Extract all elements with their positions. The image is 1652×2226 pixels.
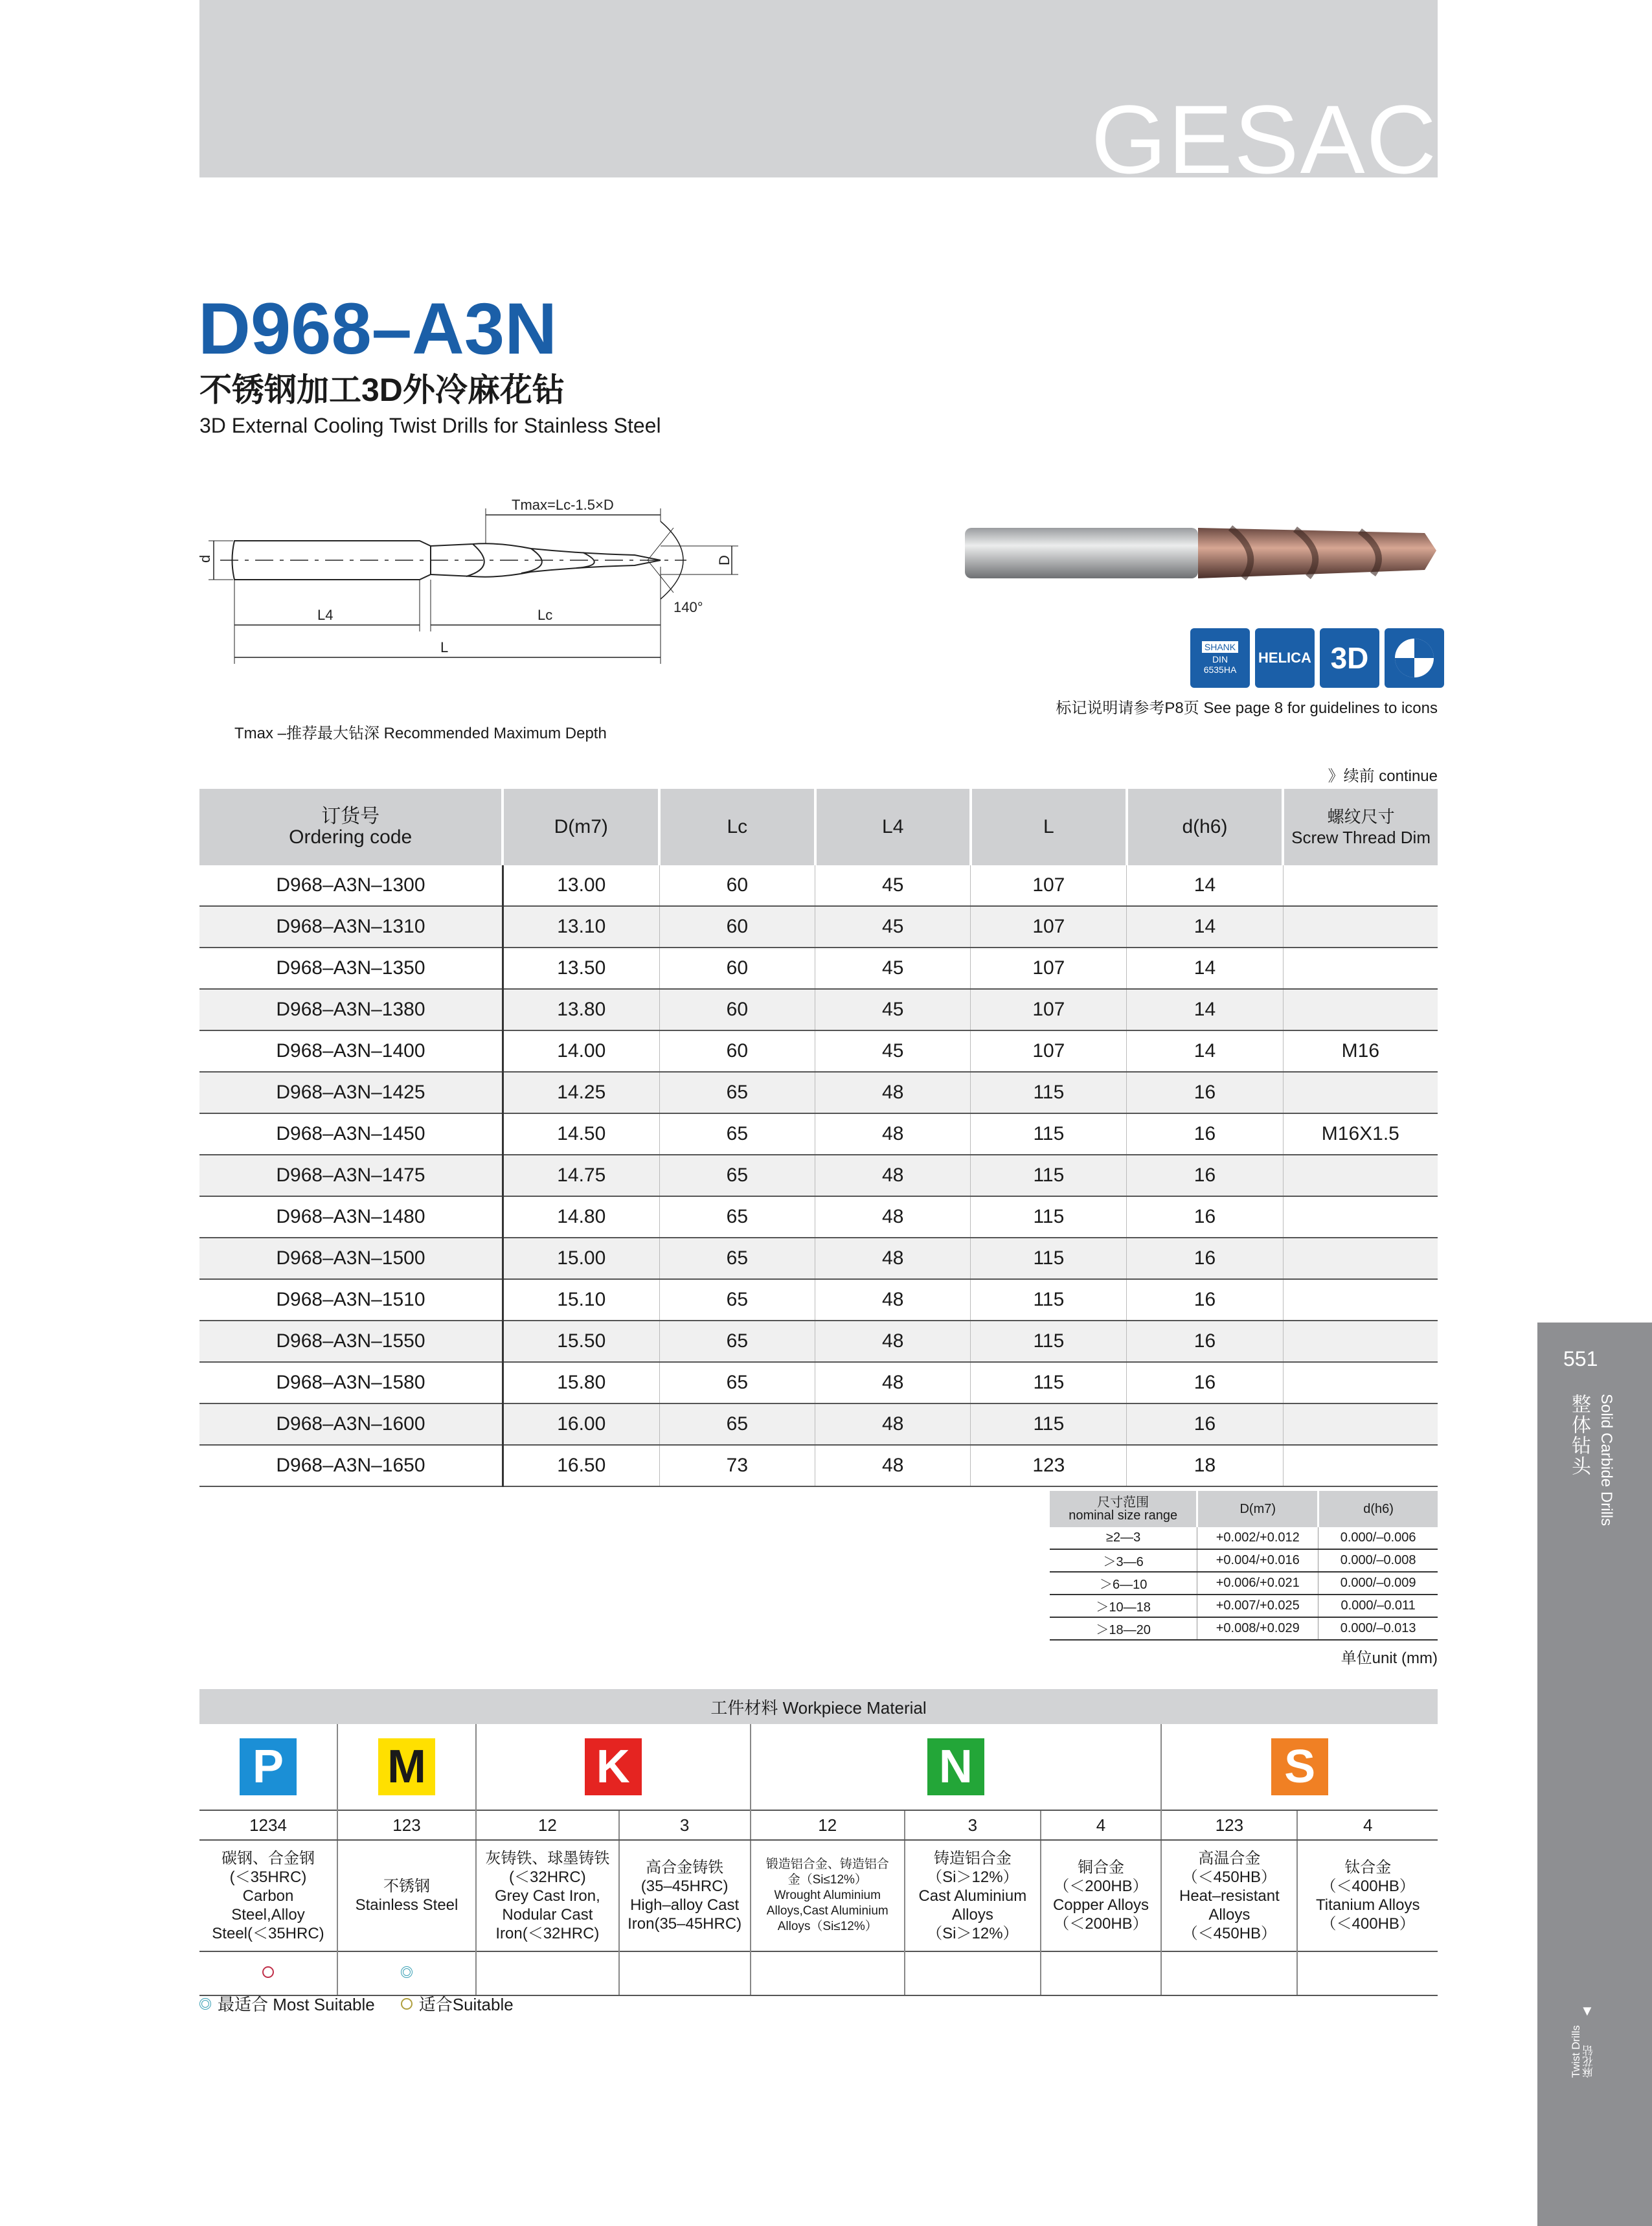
description-line: （Si＞12%）	[927, 1868, 1019, 1886]
cell-D: 14.80	[503, 1196, 659, 1238]
grade-cell: 1234	[199, 1810, 337, 1840]
cell-d: 16	[1127, 1279, 1283, 1321]
shank-din-icon: SHANK DIN 6535HA	[1190, 628, 1250, 688]
header-d: d(h6)	[1127, 789, 1283, 865]
cell-L4: 45	[815, 865, 971, 906]
description-line: Wrought Aluminium	[774, 1889, 881, 1902]
table-row	[199, 989, 1438, 1030]
cell-code: D968–A3N–1500	[199, 1238, 503, 1279]
cell-code: D968–A3N–1400	[199, 1030, 503, 1072]
cell-D: 14.25	[503, 1072, 659, 1113]
drill-dimension-diagram	[194, 495, 751, 677]
cell-L: 115	[971, 1362, 1127, 1403]
description-line: Titanium Alloys	[1315, 1896, 1420, 1914]
table-row	[199, 1445, 1438, 1486]
cell-L4: 45	[815, 948, 971, 989]
suitability-cell	[619, 1951, 751, 1995]
cell-L: 107	[971, 1030, 1127, 1072]
cell-Lc: 65	[659, 1113, 815, 1155]
cell-L4: 48	[815, 1362, 971, 1403]
group-S-badge: S	[1271, 1738, 1328, 1795]
icon-guideline-note: 标记说明请参考P8页 See page 8 for guidelines to icons	[1056, 699, 1438, 717]
grade-cell: 3	[905, 1810, 1041, 1840]
cell-thread	[1283, 865, 1438, 906]
cell-L4: 48	[815, 1321, 971, 1362]
cell-D: 13.50	[503, 948, 659, 989]
description-line: Nodular Cast	[502, 1905, 593, 1924]
cell-code: D968–A3N–1510	[199, 1279, 503, 1321]
suitability-cell	[199, 1951, 337, 1995]
cell-L: 123	[971, 1445, 1127, 1486]
table-header-row	[199, 789, 1438, 865]
tol-cell-range: ＞10—18	[1050, 1595, 1197, 1617]
material-suitability-row	[199, 1951, 1438, 1995]
table-row	[199, 1072, 1438, 1113]
table-row	[199, 1362, 1438, 1403]
description-line: (＜35HRC)	[229, 1868, 307, 1886]
description-line: Steel(＜35HRC)	[212, 1924, 324, 1942]
cell-Lc: 65	[659, 1155, 815, 1196]
cell-code: D968–A3N–1475	[199, 1155, 503, 1196]
cell-L4: 48	[815, 1072, 971, 1113]
group-N-badge: N	[927, 1738, 984, 1795]
cell-d: 16	[1127, 1113, 1283, 1155]
grade-cell: 123	[337, 1810, 476, 1840]
material-description-cell	[751, 1840, 905, 1951]
header-L4: L4	[815, 789, 971, 865]
cell-D: 16.00	[503, 1403, 659, 1445]
cell-D: 15.00	[503, 1238, 659, 1279]
cell-code: D968–A3N–1310	[199, 906, 503, 948]
cell-L4: 48	[815, 1279, 971, 1321]
description-line: Iron(35–45HRC)	[628, 1915, 742, 1933]
cell-L: 115	[971, 1072, 1127, 1113]
cell-L4: 45	[815, 989, 971, 1030]
description-line: (＜32HRC)	[509, 1868, 586, 1886]
cell-L: 115	[971, 1279, 1127, 1321]
description-line: （＜450HB）	[1182, 1868, 1277, 1886]
angle-label: 140°	[673, 599, 703, 615]
material-description-cell	[199, 1840, 337, 1951]
ordering-table	[199, 789, 1438, 1487]
description-line: 灰铸铁、球墨铸铁	[485, 1849, 610, 1867]
header-ordering-code: 订货号 Ordering code	[199, 789, 503, 865]
cell-L4: 48	[815, 1196, 971, 1238]
cell-d: 14	[1127, 865, 1283, 906]
brand-logo: GESAC	[1091, 85, 1438, 194]
description-line: Alloys	[951, 1905, 993, 1924]
cell-code: D968–A3N–1450	[199, 1113, 503, 1155]
cell-L4: 48	[815, 1445, 971, 1486]
cell-d: 14	[1127, 906, 1283, 948]
table-row	[199, 1196, 1438, 1238]
cell-code: D968–A3N–1600	[199, 1403, 503, 1445]
table-row	[199, 1030, 1438, 1072]
suitability-cell	[751, 1951, 905, 1995]
cell-code: D968–A3N–1480	[199, 1196, 503, 1238]
workpiece-material-table	[199, 1724, 1438, 1996]
suitable-icon	[401, 1998, 413, 2010]
tol-cell-range: ＞6—10	[1050, 1572, 1197, 1595]
tolerance-row	[1050, 1572, 1438, 1595]
suitability-cell	[1297, 1951, 1438, 1995]
cell-L4: 48	[815, 1403, 971, 1445]
description-line: （＜200HB）	[1054, 1915, 1148, 1933]
tolerance-row	[1050, 1549, 1438, 1572]
page-number: 551	[1563, 1347, 1598, 1370]
cell-L: 107	[971, 948, 1127, 989]
cell-Lc: 65	[659, 1196, 815, 1238]
cell-Lc: 60	[659, 865, 815, 906]
cell-L: 115	[971, 1238, 1127, 1279]
cell-d: 16	[1127, 1403, 1283, 1445]
material-grade-row	[199, 1810, 1438, 1840]
description-line: Alloys	[1208, 1905, 1250, 1924]
grade-cell: 123	[1161, 1810, 1297, 1840]
cell-D: 13.80	[503, 989, 659, 1030]
cell-Lc: 60	[659, 906, 815, 948]
cell-thread	[1283, 1072, 1438, 1113]
cell-d: 16	[1127, 1321, 1283, 1362]
cell-d: 14	[1127, 948, 1283, 989]
tol-cell-d: 0.000/–0.011	[1318, 1595, 1438, 1617]
description-line: 钛合金	[1344, 1859, 1392, 1876]
product-title-en: 3D External Cooling Twist Drills for Stainless Steel	[199, 414, 661, 437]
table-row	[199, 1403, 1438, 1445]
tol-cell-D: +0.004/+0.016	[1197, 1549, 1318, 1572]
description-line: 锻造铝合金、铸造铝合	[765, 1857, 889, 1871]
d-label: d	[197, 554, 213, 563]
tmax-note: Tmax –推荐最大钻深 Recommended Maximum Depth	[234, 725, 607, 742]
header-tol-d: d(h6)	[1318, 1491, 1438, 1527]
description-line: （＜450HB）	[1182, 1924, 1277, 1942]
cell-L4: 48	[815, 1113, 971, 1155]
table-row	[199, 1155, 1438, 1196]
tol-cell-D: +0.006/+0.021	[1197, 1572, 1318, 1595]
group-P-badge: P	[240, 1738, 297, 1795]
cell-thread	[1283, 948, 1438, 989]
cell-L4: 48	[815, 1155, 971, 1196]
cell-L: 107	[971, 989, 1127, 1030]
material-description-cell	[476, 1840, 619, 1951]
header-size-range: 尺寸范围 nominal size range	[1050, 1491, 1197, 1527]
tolerance-row	[1050, 1617, 1438, 1640]
cell-L: 115	[971, 1403, 1127, 1445]
suitability-legend	[199, 1992, 514, 2016]
cell-d: 16	[1127, 1072, 1283, 1113]
suitability-cell	[905, 1951, 1041, 1995]
cell-D: 14.75	[503, 1155, 659, 1196]
tol-cell-d: 0.000/–0.008	[1318, 1549, 1438, 1572]
L4-label: L4	[317, 607, 334, 623]
section-title-en: Solid Carbide Drills	[1598, 1394, 1615, 1527]
section-title-cn: 整体钻头	[1568, 1394, 1590, 1477]
description-line: Alloys,Cast Aluminium	[766, 1904, 888, 1918]
cell-code: D968–A3N–1350	[199, 948, 503, 989]
cell-L4: 45	[815, 906, 971, 948]
drill-product-image	[958, 515, 1438, 586]
description-line: （＜400HB）	[1320, 1915, 1415, 1933]
grade-cell: 3	[619, 1810, 751, 1840]
description-line: 高合金铸铁	[646, 1859, 724, 1876]
cell-D: 15.10	[503, 1279, 659, 1321]
cell-Lc: 73	[659, 1445, 815, 1486]
cell-Lc: 60	[659, 989, 815, 1030]
header-tol-D: D(m7)	[1197, 1491, 1318, 1527]
description-line: Heat–resistant	[1179, 1887, 1280, 1905]
tol-cell-d: 0.000/–0.006	[1318, 1527, 1438, 1549]
cell-L4: 48	[815, 1238, 971, 1279]
tol-cell-d: 0.000/–0.009	[1318, 1572, 1438, 1595]
subsection-label: Twist Drills 麻花钻	[1570, 2025, 1595, 2078]
L-label: L	[440, 639, 449, 655]
description-line: (35–45HRC)	[640, 1878, 729, 1895]
tmax-label: Tmax=Lc-1.5×D	[512, 497, 614, 513]
cell-thread	[1283, 1279, 1438, 1321]
table-row	[199, 1113, 1438, 1155]
cell-D: 14.00	[503, 1030, 659, 1072]
most-suitable-icon	[199, 1998, 211, 2010]
description-line: Iron(＜32HRC)	[495, 1924, 600, 1942]
tol-cell-D: +0.007/+0.025	[1197, 1595, 1318, 1617]
material-description-cell	[1161, 1840, 1297, 1951]
description-line: 铸造铝合金	[933, 1849, 1012, 1867]
cell-L: 107	[971, 865, 1127, 906]
cell-thread	[1283, 1155, 1438, 1196]
suitability-cell	[1041, 1951, 1162, 1995]
Lc-label: Lc	[537, 607, 553, 623]
description-line: High–alloy Cast	[630, 1896, 740, 1914]
cell-code: D968–A3N–1300	[199, 865, 503, 906]
down-arrow-icon: ▼	[1580, 2003, 1594, 2019]
cell-L: 115	[971, 1321, 1127, 1362]
cell-thread	[1283, 1238, 1438, 1279]
workpiece-material-title: 工件材料 Workpiece Material	[199, 1689, 1438, 1724]
cell-thread	[1283, 1403, 1438, 1445]
cell-Lc: 65	[659, 1279, 815, 1321]
legend-suitable: 适合Suitable	[418, 1995, 514, 2014]
tol-cell-D: +0.008/+0.029	[1197, 1617, 1318, 1640]
cell-Lc: 65	[659, 1362, 815, 1403]
table-row	[199, 948, 1438, 989]
group-M-cell	[337, 1724, 476, 1810]
cell-Lc: 65	[659, 1238, 815, 1279]
cell-d: 16	[1127, 1238, 1283, 1279]
product-title-cn: 不锈钢加工3D外冷麻花钻	[199, 372, 565, 408]
cell-thread	[1283, 1196, 1438, 1238]
cell-thread: M16X1.5	[1283, 1113, 1438, 1155]
cell-code: D968–A3N–1380	[199, 989, 503, 1030]
cell-L4: 45	[815, 1030, 971, 1072]
description-line: 不锈钢	[383, 1878, 430, 1895]
cell-D: 15.80	[503, 1362, 659, 1403]
suitability-cell	[1161, 1951, 1297, 1995]
tolerance-table	[1050, 1491, 1438, 1641]
header-D: D(m7)	[503, 789, 659, 865]
table-row	[199, 1321, 1438, 1362]
material-description-cell	[619, 1840, 751, 1951]
cell-Lc: 60	[659, 1030, 815, 1072]
description-line: Steel,Alloy	[231, 1905, 305, 1924]
tol-cell-range: ＞18—20	[1050, 1617, 1197, 1640]
cell-thread	[1283, 1445, 1438, 1486]
D-label: D	[716, 555, 732, 565]
description-line: Grey Cast Iron,	[495, 1887, 600, 1905]
cell-code: D968–A3N–1650	[199, 1445, 503, 1486]
header-screw-thread: 螺纹尺寸 Screw Thread Dim	[1283, 789, 1438, 865]
material-description-cell	[337, 1840, 476, 1951]
grade-cell: 4	[1041, 1810, 1162, 1840]
cell-Lc: 60	[659, 948, 815, 989]
tol-cell-D: +0.002/+0.012	[1197, 1527, 1318, 1549]
group-M-badge: M	[378, 1738, 435, 1795]
tolerance-row	[1050, 1527, 1438, 1549]
cell-L: 115	[971, 1196, 1127, 1238]
group-P-cell	[199, 1724, 337, 1810]
table-row	[199, 906, 1438, 948]
tolerance-header-row	[1050, 1491, 1438, 1527]
cell-D: 13.00	[503, 865, 659, 906]
description-line: 高温合金	[1198, 1849, 1261, 1867]
side-section-tab	[1537, 1323, 1652, 2226]
tolerance-row	[1050, 1595, 1438, 1617]
cell-thread: M16	[1283, 1030, 1438, 1072]
table-row	[199, 1238, 1438, 1279]
cell-d: 18	[1127, 1445, 1283, 1486]
description-line: 碳钢、合金钢	[221, 1849, 315, 1867]
cell-L: 115	[971, 1113, 1127, 1155]
cell-d: 16	[1127, 1362, 1283, 1403]
cell-thread	[1283, 989, 1438, 1030]
cell-d: 16	[1127, 1196, 1283, 1238]
cell-D: 13.10	[503, 906, 659, 948]
description-line: （＜200HB）	[1054, 1878, 1148, 1895]
grade-cell: 4	[1297, 1810, 1438, 1840]
unit-note: 单位unit (mm)	[1341, 1650, 1438, 1667]
cell-Lc: 65	[659, 1072, 815, 1113]
cell-d: 16	[1127, 1155, 1283, 1196]
grade-cell: 12	[751, 1810, 905, 1840]
product-code-title: D968–A3N	[198, 288, 558, 369]
tol-cell-range: ＞3—6	[1050, 1549, 1197, 1572]
material-description-cell	[1041, 1840, 1162, 1951]
description-line: Stainless Steel	[355, 1896, 458, 1914]
cell-D: 16.50	[503, 1445, 659, 1486]
material-description-row	[199, 1840, 1438, 1951]
table-row	[199, 865, 1438, 906]
cell-thread	[1283, 1362, 1438, 1403]
suitability-cell	[337, 1951, 476, 1995]
material-group-row	[199, 1724, 1438, 1810]
three-d-icon: 3D	[1320, 628, 1379, 688]
cell-Lc: 65	[659, 1403, 815, 1445]
description-line: 铜合金	[1078, 1859, 1124, 1876]
tol-cell-range: ≥2—3	[1050, 1527, 1197, 1549]
tol-cell-d: 0.000/–0.013	[1318, 1617, 1438, 1640]
description-line: Cast Aluminium	[918, 1887, 1027, 1905]
flute-line	[521, 549, 542, 573]
table-row	[199, 1279, 1438, 1321]
material-description-cell	[1297, 1840, 1438, 1951]
description-line: （＜400HB）	[1320, 1878, 1415, 1895]
material-description-cell	[905, 1840, 1041, 1951]
group-S-cell	[1161, 1724, 1438, 1810]
description-line: Alloys（Si≤12%）	[777, 1920, 877, 1933]
group-N-cell	[751, 1724, 1162, 1810]
cell-D: 14.50	[503, 1113, 659, 1155]
group-K-cell	[476, 1724, 751, 1810]
suitable-icon	[262, 1966, 274, 1978]
description-line: Copper Alloys	[1052, 1896, 1149, 1914]
cell-Lc: 65	[659, 1321, 815, 1362]
most-suitable-icon	[401, 1966, 413, 1978]
flute-geometry-icon	[1385, 628, 1444, 688]
cell-D: 15.50	[503, 1321, 659, 1362]
cell-L: 107	[971, 906, 1127, 948]
feature-icons	[1190, 628, 1444, 688]
description-line: Carbon	[242, 1887, 294, 1905]
header-L: L	[971, 789, 1127, 865]
grade-cell: 12	[476, 1810, 619, 1840]
description-line: 金（Si≤12%）	[787, 1873, 867, 1887]
cell-thread	[1283, 1321, 1438, 1362]
cell-d: 14	[1127, 1030, 1283, 1072]
cell-thread	[1283, 906, 1438, 948]
helica-icon: HELICA	[1255, 628, 1315, 688]
group-K-badge: K	[585, 1738, 642, 1795]
legend-most-suitable: 最适合 Most Suitable	[218, 1995, 375, 2014]
cell-L: 115	[971, 1155, 1127, 1196]
description-line: （Si＞12%）	[927, 1924, 1019, 1942]
header-Lc: Lc	[659, 789, 815, 865]
cell-code: D968–A3N–1580	[199, 1362, 503, 1403]
suitability-cell	[476, 1951, 619, 1995]
cell-d: 14	[1127, 989, 1283, 1030]
continue-label: 》续前 continue	[1328, 767, 1438, 785]
cell-code: D968–A3N–1425	[199, 1072, 503, 1113]
cell-code: D968–A3N–1550	[199, 1321, 503, 1362]
